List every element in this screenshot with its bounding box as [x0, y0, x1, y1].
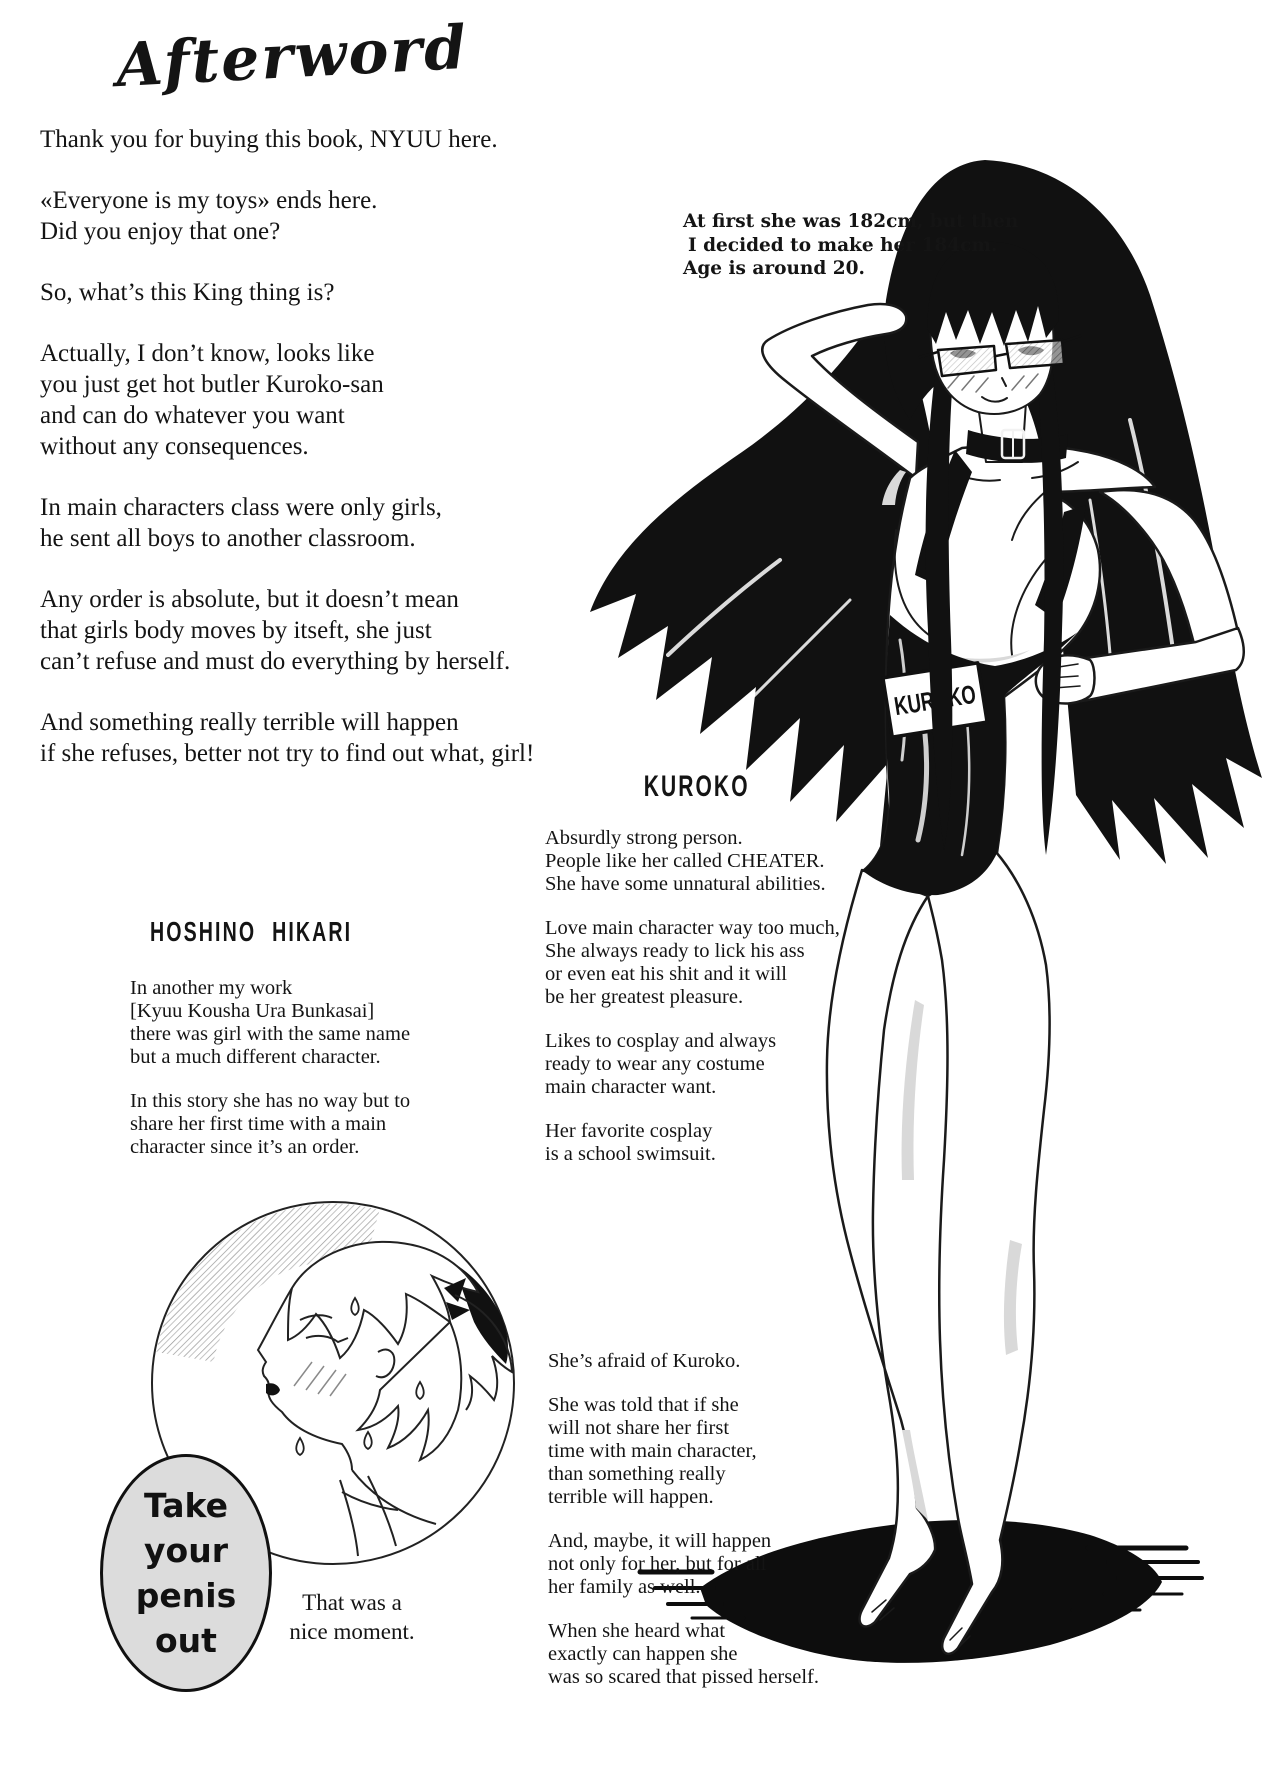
paragraph [548, 1350, 819, 1373]
text-line: «Everyone is my toys» ends here. [40, 187, 378, 214]
kuroko-heading: KUROKO [644, 770, 750, 803]
text-line: there was girl with the same name [130, 1023, 411, 1045]
text-line: Any order is absolute, but it doesn’t mean [40, 586, 459, 613]
text-line: And, maybe, it will happen [548, 1530, 772, 1552]
text-line: In another my work [130, 977, 293, 999]
text-line: [Kyuu Kousha Ura Bunkasai] [130, 1000, 375, 1022]
text-line: can’t refuse and must do everything by herself. [40, 648, 511, 675]
text-line: Absurdly strong person. [545, 827, 743, 849]
text-line: is a school swimsuit. [545, 1143, 716, 1165]
text-line: character since it’s an order. [130, 1136, 360, 1158]
text-line: In main characters class were only girls, [40, 494, 442, 521]
text-line: Thank you for buying this book, NYUU here. [40, 126, 498, 153]
text-line: will not share her first [548, 1417, 730, 1439]
text-line: I decided to make her 184cm. [688, 234, 998, 256]
text-line: be her greatest pleasure. [545, 986, 744, 1008]
text-line: that girls body moves by itseft, she just [40, 617, 432, 644]
text-line: share her first time with a main [130, 1113, 387, 1135]
text-line: time with main character, [548, 1440, 757, 1462]
text-line: her family as well. [548, 1576, 701, 1598]
text-line: And something really terrible will happen [40, 709, 459, 736]
text-line: Age is around 20. [683, 258, 865, 279]
text-line: without any consequences. [40, 433, 309, 460]
paragraph [40, 124, 534, 155]
paragraph [40, 277, 534, 308]
text-line: than something really [548, 1463, 726, 1485]
text-line: nice moment. [289, 1619, 415, 1644]
text-line: Her favorite cosplay [545, 1120, 713, 1142]
inset-caption [278, 1588, 426, 1646]
text-line: She’s afraid of Kuroko. [548, 1350, 741, 1372]
text-line: In this story she has no way but to [130, 1090, 411, 1112]
hoshino-heading: HOSHINO HIKARI [150, 916, 353, 947]
text-line: was so scared that pissed herself. [548, 1666, 819, 1688]
text-line: or even eat his shit and it will [545, 963, 787, 985]
kuroko-description [545, 806, 840, 1187]
text-line: ready to wear any costume [545, 1053, 765, 1075]
text-line: terrible will happen. [548, 1486, 714, 1508]
text-line: if she refuses, better not try to find out what, girl! [40, 740, 535, 767]
text-line: People like her called CHEATER. [545, 850, 825, 872]
bubble-line: penis [135, 1576, 237, 1615]
bubble-line: out [155, 1621, 217, 1660]
height-note [683, 210, 1018, 281]
text-line: and can do whatever you want [40, 402, 345, 429]
text-line: That was a [302, 1590, 402, 1615]
text-line: When she heard what [548, 1620, 726, 1642]
text-line: exactly can happen she [548, 1643, 738, 1665]
hoshino-description [130, 956, 410, 1180]
text-line: So, what’s this King thing is? [40, 279, 335, 306]
text-line: he sent all boys to another classroom. [40, 525, 416, 552]
text-line: She was told that if she [548, 1394, 739, 1416]
text-line: not only for her, but for all [548, 1553, 767, 1575]
hikari-notes [548, 1350, 819, 1710]
page-title: Afterword [114, 12, 470, 102]
text-line: She have some unnatural abilities. [545, 873, 826, 895]
text-line: Love main character way too much, [545, 917, 840, 939]
text-line: you just get hot butler Kuroko-san [40, 371, 384, 398]
bubble-line: your [144, 1531, 228, 1570]
speech-bubble [100, 1454, 272, 1692]
text-line: Actually, I don’t know, looks like [40, 340, 375, 367]
text-line: Did you enjoy that one? [40, 218, 281, 245]
intro-text [40, 124, 534, 799]
text-line: At first she was 182cm, but then [683, 211, 1019, 232]
text-line: Likes to cosplay and always [545, 1030, 777, 1052]
text-line: but a much different character. [130, 1046, 381, 1068]
text-line: She always ready to lick his ass [545, 940, 805, 962]
bubble-line: Take [144, 1486, 228, 1525]
text-line: main character want. [545, 1076, 717, 1098]
